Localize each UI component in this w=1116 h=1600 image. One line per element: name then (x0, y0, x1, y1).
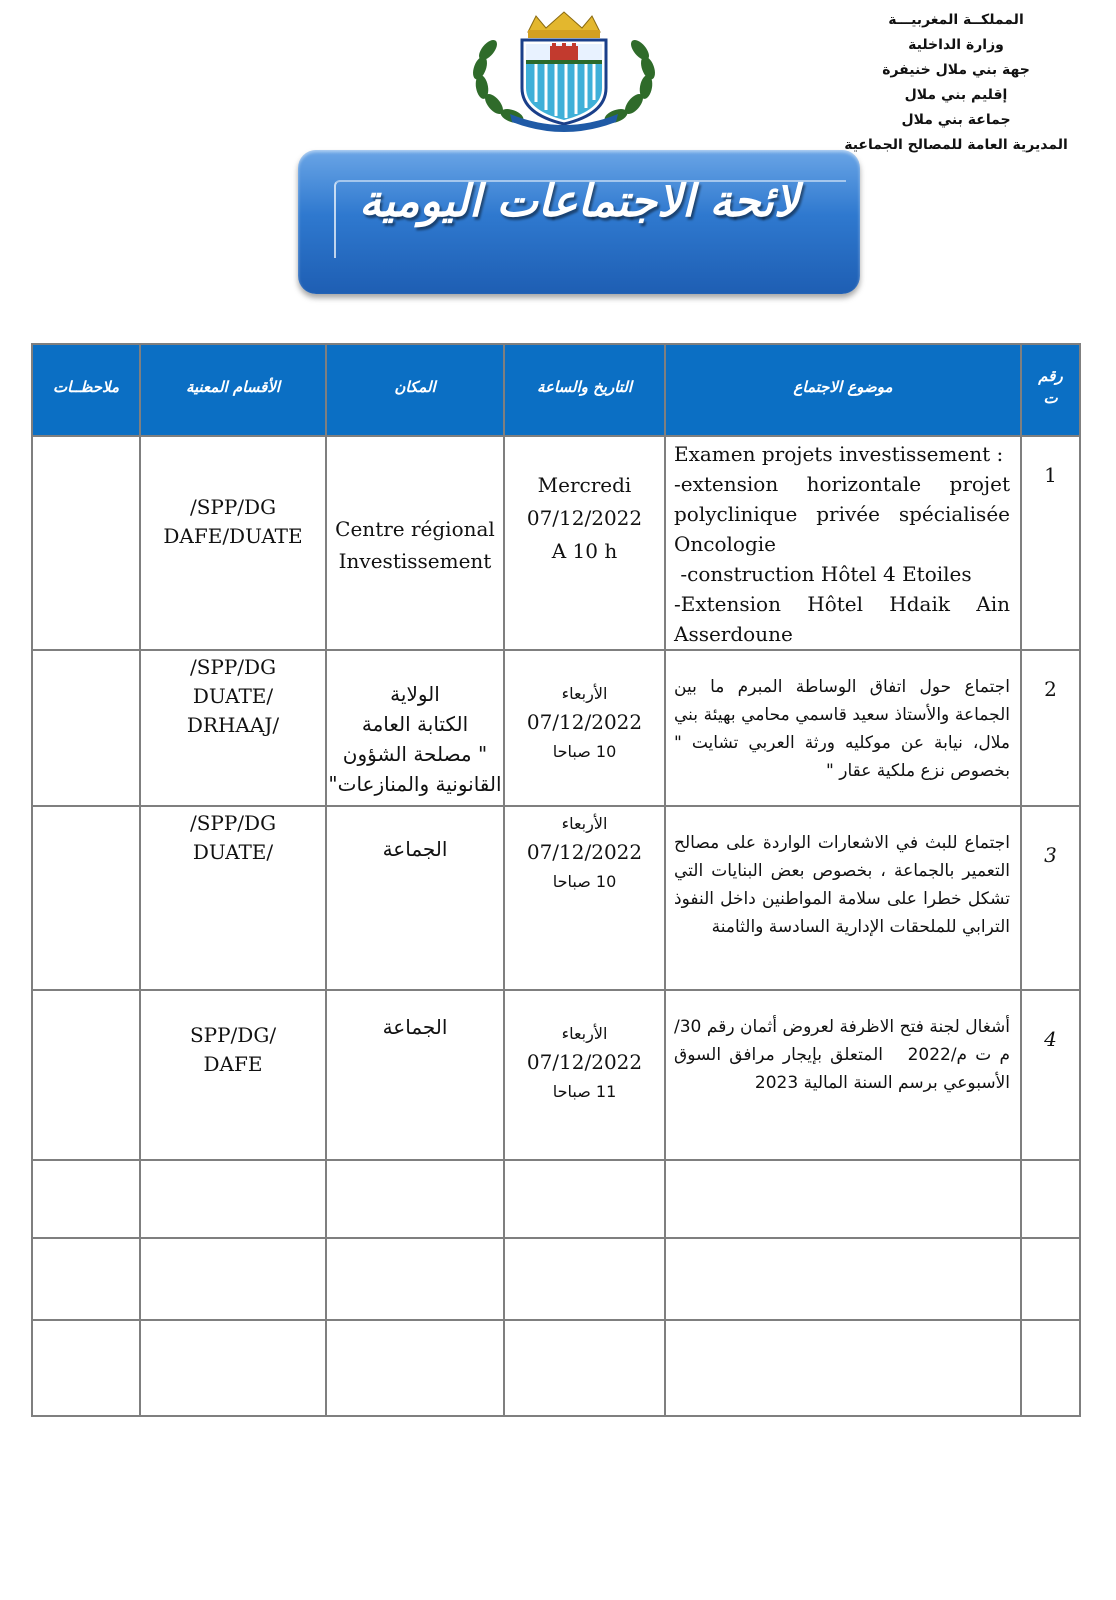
department-line: SPP/DG/ (189, 655, 277, 679)
meeting-place (326, 650, 504, 806)
empty-cell (504, 1320, 665, 1416)
place-line: الولاية (390, 682, 440, 706)
datetime-date: 07/12/2022 (526, 1050, 643, 1074)
row-number: 2 (1021, 650, 1080, 806)
ministry-header (836, 8, 1076, 158)
row-number: 1 (1021, 436, 1080, 650)
meeting-departments (140, 436, 326, 650)
department-line: /DRHAAJ (186, 713, 280, 737)
datetime-time: 10 صباحا (552, 872, 617, 891)
datetime-day: الأربعاء (561, 684, 608, 703)
empty-cell (665, 1238, 1021, 1320)
table-header-row (32, 344, 1080, 436)
department-line: /DUATE (192, 840, 274, 864)
department-line: SPP/DG/ (189, 495, 277, 519)
table-row (32, 650, 1080, 806)
meeting-notes (32, 990, 140, 1160)
column-header-notes: ملاحظــات (32, 344, 140, 436)
department-line: SPP/DG/ (189, 811, 277, 835)
empty-table-row (32, 1238, 1080, 1320)
header-line: وزارة الداخلية (908, 37, 1004, 53)
empty-cell (1021, 1320, 1080, 1416)
datetime-time: 10 صباحا (552, 742, 617, 761)
department-line: /SPP/DG (189, 1023, 277, 1047)
header-line: المديرية العامة للمصالح الجماعية (844, 137, 1068, 153)
place-line: الجماعة (382, 837, 448, 861)
datetime-day: الأربعاء (561, 1024, 608, 1043)
empty-cell (326, 1160, 504, 1238)
meeting-subject (665, 436, 1021, 650)
subject-line: -extension horizontale projet polyclinique privée spécialisée Oncologie (674, 472, 1010, 556)
place-line: الكتابة العامة (361, 712, 469, 736)
column-header-number-line: ت (1043, 389, 1058, 407)
empty-cell (504, 1160, 665, 1238)
empty-cell (140, 1320, 326, 1416)
empty-cell (140, 1238, 326, 1320)
empty-table-row (32, 1320, 1080, 1416)
place-line: الجماعة (382, 1015, 448, 1039)
row-number: 3 (1021, 806, 1080, 990)
datetime-date: 07/12/2022 (526, 710, 643, 734)
header-line: إقليم بني ملال (904, 87, 1008, 103)
row-number: 4 (1021, 990, 1080, 1160)
column-header-place: المكان (326, 344, 504, 436)
meeting-subject (665, 990, 1021, 1160)
header-line: جهة بني ملال خنيفرة (882, 62, 1030, 78)
column-header-departments: الأقسام المعنية (140, 344, 326, 436)
subject-text (674, 437, 1010, 649)
empty-cell (32, 1160, 140, 1238)
place-line: Centre régional (335, 517, 495, 541)
empty-cell (32, 1320, 140, 1416)
meeting-departments (140, 650, 326, 806)
column-header-number-line: رقم (1038, 367, 1063, 385)
meeting-place (326, 990, 504, 1160)
header-line: جماعة بني ملال (901, 112, 1011, 128)
meeting-datetime (504, 436, 665, 650)
place-line: القانونية والمنازعات" (328, 772, 502, 796)
meeting-notes (32, 650, 140, 806)
meeting-datetime (504, 650, 665, 806)
column-header-subject: موضوع الاجتماع (665, 344, 1021, 436)
empty-cell (32, 1238, 140, 1320)
meeting-datetime (504, 990, 665, 1160)
datetime-date: 07/12/2022 (526, 840, 643, 864)
place-line: " مصلحة الشؤون (342, 742, 488, 766)
table-row (32, 990, 1080, 1160)
meeting-place (326, 436, 504, 650)
meeting-datetime (504, 806, 665, 990)
page-title: لائحة الاجتماعات اليومية (359, 176, 799, 227)
empty-cell (140, 1160, 326, 1238)
subject-line: -Extension Hôtel Hdaik Ain Asserdoune (674, 592, 1010, 646)
empty-cell (1021, 1238, 1080, 1320)
header-line: المملكــة المغربيـــة (888, 12, 1024, 28)
meetings-table (31, 343, 1081, 1417)
empty-cell (326, 1238, 504, 1320)
meeting-departments (140, 990, 326, 1160)
meeting-notes (32, 806, 140, 990)
table-row (32, 436, 1080, 650)
subject-text: أشغال لجنة فتح الاظرفة لعروض أثمان رقم 30/م ت م/2022 المتعلق بإيجار مرافق السوق الأسبوعي برسم السنة المالية 2023 (668, 1017, 1010, 1093)
subject-text: اجتماع للبث في الاشعارات الواردة على مصالح التعمير بالجماعة ، بخصوص بعض البنايات التي تشكل خطرا على سلامة المواطنين داخل النفوذ الترابي للملحقات الإدارية السادسة والثامنة (674, 833, 1010, 937)
municipality-emblem-icon (466, 10, 662, 132)
column-header-datetime: التاريخ والساعة (504, 344, 665, 436)
table-row (32, 806, 1080, 990)
meeting-place (326, 806, 504, 990)
meeting-subject (665, 806, 1021, 990)
column-header-number (1021, 344, 1080, 436)
datetime-date: 07/12/2022 (526, 506, 643, 530)
datetime-day: Mercredi (537, 473, 632, 497)
datetime-time: A 10 h (551, 539, 618, 563)
empty-cell (1021, 1160, 1080, 1238)
department-line: DAFE (203, 1052, 263, 1076)
empty-table-row (32, 1160, 1080, 1238)
subject-line: Examen projets investissement : (674, 442, 1004, 466)
subject-line: -construction Hôtel 4 Etoiles (674, 562, 972, 586)
department-line: /DUATE (192, 684, 274, 708)
department-line: DAFE/DUATE (163, 524, 303, 548)
datetime-time: 11 صباحا (552, 1082, 617, 1101)
meeting-departments (140, 806, 326, 990)
datetime-day: الأربعاء (561, 814, 608, 833)
meeting-notes (32, 436, 140, 650)
place-line: Investissement (338, 549, 492, 573)
empty-cell (665, 1160, 1021, 1238)
empty-cell (504, 1238, 665, 1320)
empty-cell (326, 1320, 504, 1416)
subject-text: اجتماع حول اتفاق الوساطة المبرم ما بين الجماعة والأستاذ سعيد قاسمي محامي بهيئة بني ملال، نيابة عن موكليه ورثة العربي تشايت " بخصوص نزع ملكية عقار " (674, 677, 1010, 781)
meeting-subject (665, 650, 1021, 806)
empty-cell (665, 1320, 1021, 1416)
